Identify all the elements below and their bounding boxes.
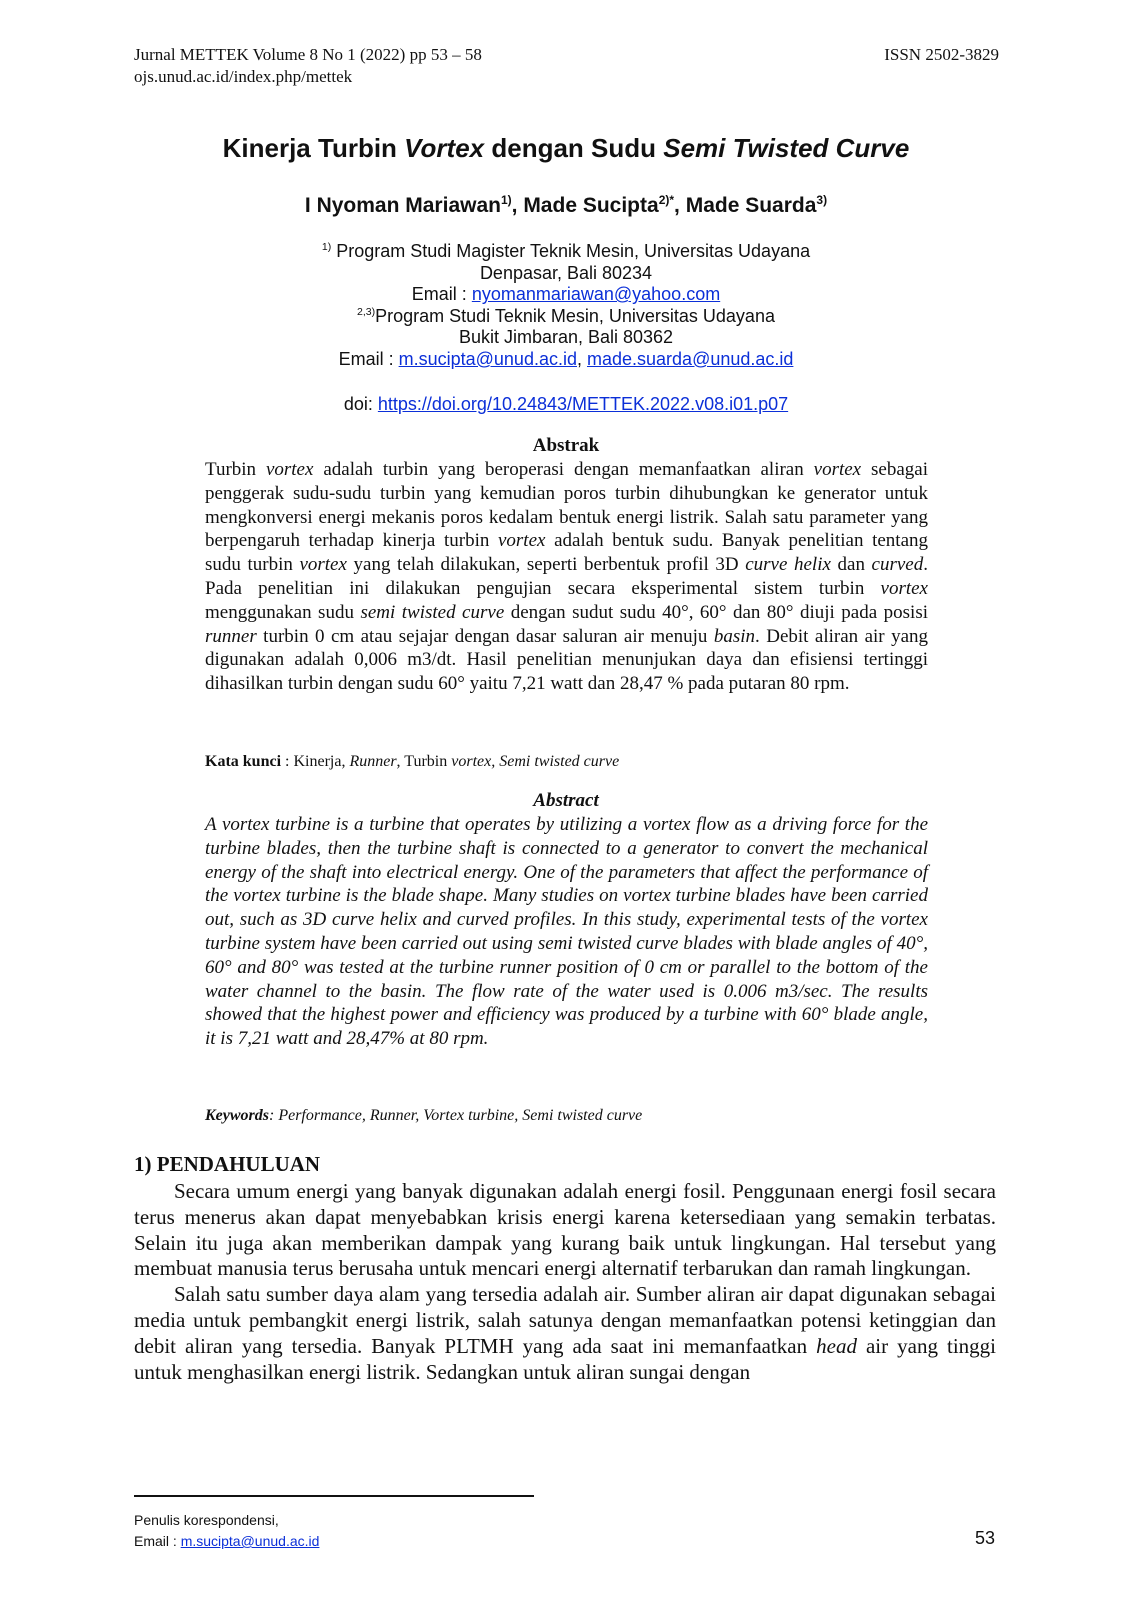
doi-line: doi: https://doi.org/10.24843/METTEK.2022.v08.i01.p07: [343, 394, 789, 414]
affiliation-1: $^{1)}$ Program Studi Magister Teknik Mesin, Universitas Udayana: [321, 241, 811, 261]
issn: ISSN 2502-3829: [884, 45, 999, 64]
doi-link[interactable]: https://doi.org/10.24843/METTEK.2022.v08.i01.p07: [377, 394, 789, 414]
email-link[interactable]: m.sucipta@unud.ac.id: [180, 1533, 320, 1549]
footnote-divider: [134, 1495, 534, 1497]
journal-citation: Jurnal METTEK Volume 8 No 1 (2022) pp 53 – 58: [134, 45, 482, 64]
author-name: Made Suarda: [685, 194, 817, 217]
email-link[interactable]: nyomanmariawan@yahoo.com: [471, 284, 721, 305]
page-number: 53: [974, 1528, 995, 1548]
abstrak-body: Turbin vortex adalah turbin yang beroperasi dengan memanfaatkan aliran vortex sebagai penggerak sudu-sudu turbin yang kemudian poros turbin dihubungkan ke generator untuk mengkonversi energi mekanis poros kedalam bentuk energi listrik. Salah satu parameter yang berpengaruh terhadap kinerja turbin vortex adalah bentuk sudu. Banyak penelitian tentang sudu turbin vortex yang telah dilakukan, seperti berbentuk profil 3D curve helix dan curved. Pada penelitian ini dilakukan pengujian secara eksperimental sistem turbin vortex menggunakan sudu semi twisted curve dengan sudut sudu 40°, 60° dan 80° diuji pada posisi runner turbin 0 cm atau sejajar dengan dasar saluran air menuju basin. Debit aliran air yang digunakan adalah 0,006 m3/dt. Hasil penelitian menunjukan daya dan efisiensi tertinggi dihasilkan turbin dengan sudu 60° yaitu 7,21 watt dan 28,47 % pada putaran 80 rpm.: [205, 459, 929, 695]
affiliation-2: $^{2,3)}$Program Studi Teknik Mesin, Universitas Udayana: [357, 305, 775, 326]
running-header-left: [134, 44, 482, 88]
author-list: I Nyoman Mariawan$^{1)}$, Made Sucipta$^{2)*}$, Made Suarda$^{3)}$: [304, 193, 828, 217]
abstrak-heading: Abstrak: [532, 435, 600, 456]
section-heading: 1) PENDAHULUAN: [134, 1152, 321, 1176]
affiliations: [0, 241, 1132, 371]
journal-url: ojs.unud.ac.id/index.php/mettek: [134, 67, 353, 86]
section-body: [134, 1179, 996, 1385]
footnote: [134, 1510, 319, 1552]
abstract-heading: Abstract: [533, 790, 599, 811]
affiliation-1-email: Email : nyomanmariawan@yahoo.com: [411, 284, 721, 305]
affiliation-2-email: Email : m.sucipta@unud.ac.id, made.suarda@unud.ac.id: [338, 348, 794, 369]
affiliation-2-city: Bukit Jimbaran, Bali 80362: [458, 327, 674, 348]
email-link[interactable]: made.suarda@unud.ac.id: [587, 348, 794, 369]
paper-title: Kinerja Turbin Vortex dengan Sudu Semi Twisted Curve: [222, 133, 910, 163]
keywords: Keywords: Performance, Runner, Vortex turbine, Semi twisted curve: [205, 1107, 643, 1124]
kata-kunci: Kata kunci : Kinerja, Runner, Turbin vortex, Semi twisted curve: [205, 753, 620, 770]
author-name: Made Sucipta: [523, 194, 659, 217]
author-name: I Nyoman Mariawan: [304, 194, 501, 217]
footnote-email: Email : m.sucipta@unud.ac.id: [134, 1533, 320, 1549]
email-link[interactable]: m.sucipta@unud.ac.id: [398, 348, 577, 369]
paragraph: Secara umum energi yang banyak digunakan adalah energi fosil. Penggunaan energi fosil secara terus menerus akan dapat menyebabkan krisis energi karena ketersediaan yang semakin terbatas. Selain itu juga akan memberikan dampak yang kurang baik untuk lingkungan. Hal tersebut yang membuat manusia terus berusaha untuk mencari energi alternatif terbarukan dan ramah lingkungan.: [134, 1179, 996, 1281]
paragraph: Salah satu sumber daya alam yang tersedia adalah air. Sumber aliran air dapat digunakan sebagai media untuk pembangkit energi listrik, salah satunya dengan memanfaatkan potensi ketinggian dan debit aliran yang tersedia. Banyak PLTMH yang ada saat ini memanfaatkan head air yang tinggi untuk menghasilkan energi listrik. Sedangkan untuk aliran sungai dengan: [134, 1282, 996, 1384]
footnote-label: Penulis korespondensi,: [134, 1512, 279, 1528]
abstract-body: A vortex turbine is a turbine that operates by utilizing a vortex flow as a driving force for the turbine blades, then the turbine shaft is connected to a generator to convert the mechanical energy of the shaft into electrical energy. One of the parameters that affect the performance of the vortex turbine is the blade shape. Many studies on vortex turbine blades have been carried out, such as 3D curve helix and curved profiles. In this study, experimental tests of the vortex turbine system have been carried out using semi twisted curve blades with blade angles of 40°, 60° and 80° was tested at the turbine runner position of 0 cm or parallel to the bottom of the water channel to the basin. The flow rate of the water used is 0.006 m3/sec. The results showed that the highest power and efficiency was produced by a turbine with 60° blade angle, it is 7,21 watt and 28,47% at 80 rpm.: [205, 814, 928, 1050]
affiliation-1-city: Denpasar, Bali 80234: [479, 262, 653, 283]
